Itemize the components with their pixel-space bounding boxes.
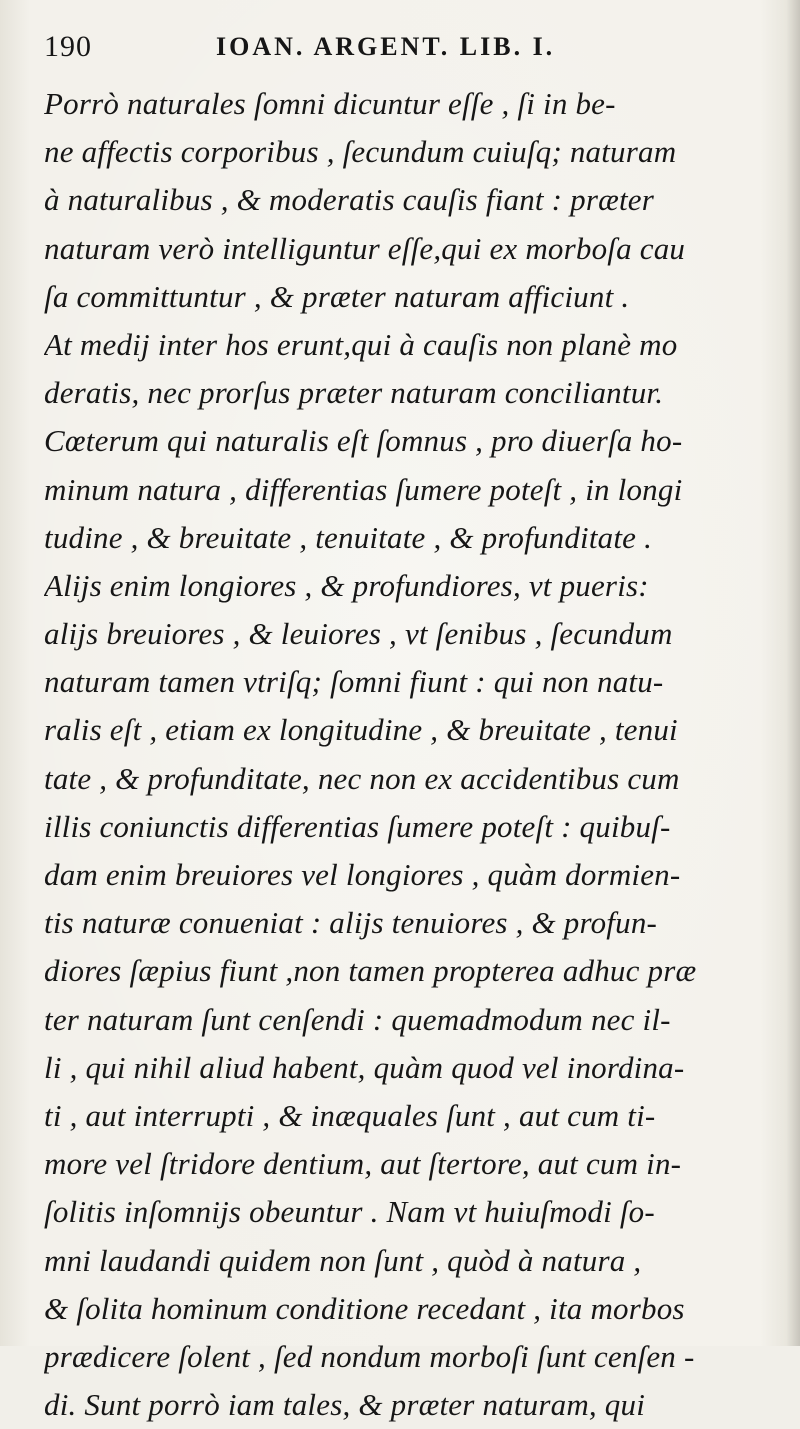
text-line: deratis, nec prorſus præter naturam conciliantur. bbox=[44, 375, 664, 411]
text-line: ter naturam ſunt cenſendi : quemadmodum nec il- bbox=[44, 1001, 671, 1037]
text-line: ti , aut interrupti , & inæquales ſunt , aut cum ti- bbox=[44, 1097, 656, 1133]
text-line: diores ſæpius fiunt ,non tamen propterea adhuc præ bbox=[44, 953, 697, 989]
text-line: tis naturæ conueniat : alijs tenuiores , & profun- bbox=[44, 905, 658, 941]
text-line: ſa committuntur , & præter naturam afficiunt . bbox=[44, 278, 630, 314]
text-line: tate , & profunditate, nec non ex accidentibus cum bbox=[44, 760, 680, 796]
page-number: 190 bbox=[44, 30, 92, 63]
text-line: tudine , & breuitate , tenuitate , & profunditate . bbox=[44, 519, 653, 555]
page-edge-shadow bbox=[786, 0, 800, 1346]
text-line: à naturalibus , & moderatis cauſis fiant : præter bbox=[44, 182, 655, 218]
text-line: At medij inter hos erunt,qui à cauſis non planè mo bbox=[44, 326, 678, 362]
text-line: ralis eſt , etiam ex longitudine , & breuitate , tenui bbox=[44, 712, 678, 748]
text-line: naturam tamen vtriſq; ſomni fiunt : qui non natu- bbox=[44, 664, 664, 700]
body-text bbox=[44, 80, 766, 1429]
text-line: mni laudandi quidem non ſunt , quòd à natura , bbox=[44, 1242, 642, 1278]
text-line: more vel ſtridore dentium, aut ſtertore, aut cum in- bbox=[44, 1146, 682, 1182]
text-line: ne affectis corporibus , ſecundum cuiuſq; naturam bbox=[44, 134, 677, 170]
text-line: Porrò naturales ſomni dicuntur eſſe , ſi in be- bbox=[44, 86, 616, 121]
text-line: prædicere ſolent , ſed nondum morboſi ſunt cenſen - bbox=[44, 1338, 695, 1374]
running-head: IOAN. ARGENT. LIB. I. bbox=[216, 32, 556, 61]
text-line: li , qui nihil aliud habent, quàm quod vel inordina- bbox=[44, 1049, 685, 1085]
text-line: Cœterum qui naturalis eſt ſomnus , pro diuerſa ho- bbox=[44, 423, 683, 459]
text-line: dam enim breuiores vel longiores , quàm dormien- bbox=[44, 857, 681, 892]
page-header bbox=[44, 30, 754, 70]
text-line: ſolitis inſomnijs obeuntur . Nam vt huiuſmodi ſo- bbox=[44, 1194, 655, 1230]
text-line: alijs breuiores , & leuiores , vt ſenibus , ſecundum bbox=[44, 616, 673, 652]
text-line: & ſolita hominum conditione recedant , ita morbos bbox=[44, 1290, 685, 1326]
text-line: illis coniunctis differentias ſumere poteſt : quibuſ- bbox=[44, 808, 671, 844]
text-line: naturam verò intelliguntur eſſe,qui ex morboſa cau bbox=[44, 230, 686, 266]
text-line: di. Sunt porrò iam tales, & præter naturam, qui bbox=[44, 1387, 646, 1423]
text-line: minum natura , differentias ſumere poteſt , in longi bbox=[44, 471, 683, 507]
text-line: Alijs enim longiores , & profundiores, vt pueris: bbox=[44, 567, 649, 603]
